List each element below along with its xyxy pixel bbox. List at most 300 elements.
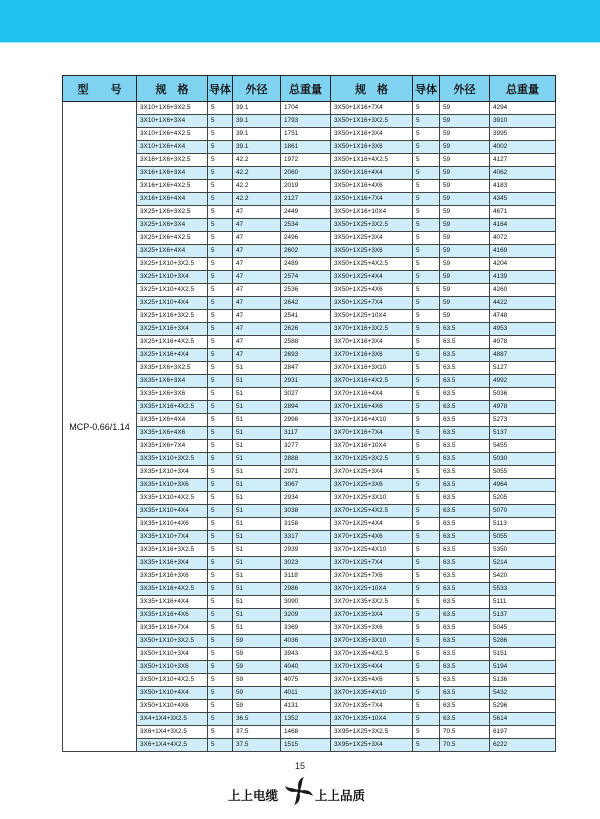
- cell-total-weight-right: 5111: [490, 596, 556, 609]
- cell-spec-left: 3X35+1X6+3X2.5: [137, 362, 208, 375]
- cell-total-weight-right: 5136: [490, 674, 556, 687]
- cell-spec-left: 3X35+1X10+4X2.5: [137, 492, 208, 505]
- cell-outer-diameter-left: 39.1: [233, 128, 281, 141]
- cell-spec-right: 3X50+1X25+3X4: [331, 232, 413, 245]
- cell-spec-right: 3X50+1X16+4X6: [331, 180, 413, 193]
- cell-conductor-left: 5: [208, 505, 233, 518]
- cell-outer-diameter-left: 51: [233, 583, 281, 596]
- cell-total-weight-left: 3317: [281, 531, 331, 544]
- cell-outer-diameter-left: 47: [233, 219, 281, 232]
- cell-spec-right: 3X70+1X35+7X4: [331, 700, 413, 713]
- cell-outer-diameter-right: 63.5: [440, 622, 490, 635]
- cell-conductor-left: 5: [208, 544, 233, 557]
- cell-spec-right: 3X70+1X25+3X10: [331, 492, 413, 505]
- cell-spec-left: 3X50+1X10+4X6: [137, 700, 208, 713]
- cell-conductor-right: 5: [413, 635, 440, 648]
- table-row: [63, 102, 556, 115]
- cell-outer-diameter-left: 51: [233, 609, 281, 622]
- cell-conductor-right: 5: [413, 102, 440, 115]
- cell-spec-left: 3X35+1X10+3X2.5: [137, 453, 208, 466]
- cell-outer-diameter-right: 59: [440, 297, 490, 310]
- table-row: [63, 635, 556, 648]
- table-row: [63, 232, 556, 245]
- cell-total-weight-right: 5055: [490, 466, 556, 479]
- cell-total-weight-left: 2496: [281, 232, 331, 245]
- cell-total-weight-right: 4887: [490, 349, 556, 362]
- table-row: [63, 323, 556, 336]
- cell-conductor-right: 5: [413, 362, 440, 375]
- cell-total-weight-left: 1751: [281, 128, 331, 141]
- cell-spec-left: 3X25+1X10+4X2.5: [137, 284, 208, 297]
- table-row: [63, 258, 556, 271]
- cell-total-weight-right: 5055: [490, 531, 556, 544]
- cell-total-weight-right: 5113: [490, 518, 556, 531]
- cell-outer-diameter-right: 59: [440, 102, 490, 115]
- cell-total-weight-left: 2894: [281, 401, 331, 414]
- cell-total-weight-left: 2127: [281, 193, 331, 206]
- cell-conductor-left: 5: [208, 648, 233, 661]
- table-row: [63, 466, 556, 479]
- cell-outer-diameter-right: 59: [440, 154, 490, 167]
- cell-outer-diameter-right: 63.5: [440, 518, 490, 531]
- cell-total-weight-right: 6222: [490, 739, 556, 752]
- cell-spec-right: 3X70+1X16+4X2.5: [331, 375, 413, 388]
- cell-spec-left: 3X35+1X6+4X6: [137, 427, 208, 440]
- cell-outer-diameter-right: 63.5: [440, 440, 490, 453]
- cell-spec-right: 3X70+1X25+4X10: [331, 544, 413, 557]
- table-row: [63, 518, 556, 531]
- table-row: [63, 661, 556, 674]
- cell-spec-left: 3X25+1X16+3X4: [137, 323, 208, 336]
- cell-total-weight-left: 3209: [281, 609, 331, 622]
- cell-conductor-right: 5: [413, 726, 440, 739]
- cell-spec-right: 3X70+1X25+7X4: [331, 557, 413, 570]
- table-row: [63, 700, 556, 713]
- cell-conductor-left: 5: [208, 401, 233, 414]
- cell-conductor-left: 5: [208, 687, 233, 700]
- table-row: [63, 349, 556, 362]
- cell-spec-left: 3X25+1X16+4X2.5: [137, 336, 208, 349]
- cell-conductor-right: 5: [413, 622, 440, 635]
- cell-spec-left: 3X10+1X6+4X2.5: [137, 128, 208, 141]
- cell-outer-diameter-right: 63.5: [440, 583, 490, 596]
- cell-conductor-left: 5: [208, 466, 233, 479]
- cell-total-weight-left: 4036: [281, 635, 331, 648]
- cell-spec-left: 3X10+1X6+4X4: [137, 141, 208, 154]
- table-row: [63, 141, 556, 154]
- cell-conductor-left: 5: [208, 609, 233, 622]
- cell-spec-left: 3X16+1X6+3X4: [137, 167, 208, 180]
- page-number: 15: [294, 761, 305, 771]
- cell-total-weight-right: 4127: [490, 154, 556, 167]
- cell-spec-left: 3X35+1X16+3X2.5: [137, 544, 208, 557]
- cell-spec-left: 3X10+1X6+3X2.5: [137, 102, 208, 115]
- cell-conductor-right: 5: [413, 453, 440, 466]
- cell-spec-right: 3X70+1X35+4X6: [331, 674, 413, 687]
- cell-total-weight-left: 2998: [281, 414, 331, 427]
- header-total-weight-left: 总重量: [281, 76, 331, 102]
- table-row: [63, 505, 556, 518]
- cell-outer-diameter-right: 63.5: [440, 674, 490, 687]
- cell-total-weight-left: 2534: [281, 219, 331, 232]
- cell-spec-left: 3X4+1X4+3X2.5: [137, 713, 208, 726]
- cell-spec-right: 3X70+1X25+4X2.5: [331, 505, 413, 518]
- cell-spec-right: 3X50+1X16+3X6: [331, 141, 413, 154]
- cell-total-weight-left: 2971: [281, 466, 331, 479]
- cell-total-weight-right: 4748: [490, 310, 556, 323]
- cell-total-weight-left: 3158: [281, 518, 331, 531]
- cell-spec-right: 3X50+1X25+10X4: [331, 310, 413, 323]
- table-header-row: [63, 76, 556, 102]
- cell-conductor-right: 5: [413, 154, 440, 167]
- cell-conductor-right: 5: [413, 570, 440, 583]
- cell-spec-left: 3X50+1X10+3X6: [137, 661, 208, 674]
- cell-conductor-right: 5: [413, 583, 440, 596]
- cell-total-weight-right: 4204: [490, 258, 556, 271]
- cell-conductor-right: 5: [413, 180, 440, 193]
- cell-total-weight-right: 6197: [490, 726, 556, 739]
- cell-conductor-right: 5: [413, 245, 440, 258]
- cell-conductor-left: 5: [208, 700, 233, 713]
- cell-total-weight-right: 4978: [490, 401, 556, 414]
- cell-total-weight-right: 5127: [490, 362, 556, 375]
- cell-total-weight-left: 1352: [281, 713, 331, 726]
- cell-conductor-left: 5: [208, 180, 233, 193]
- table-row: [63, 739, 556, 752]
- table-row: [63, 674, 556, 687]
- cell-conductor-right: 5: [413, 310, 440, 323]
- cell-conductor-left: 5: [208, 258, 233, 271]
- cell-outer-diameter-left: 42.2: [233, 167, 281, 180]
- cell-outer-diameter-left: 51: [233, 375, 281, 388]
- cell-total-weight-right: 4183: [490, 180, 556, 193]
- cell-spec-left: 3X35+1X16+7X4: [137, 622, 208, 635]
- cell-conductor-left: 5: [208, 414, 233, 427]
- cell-conductor-right: 5: [413, 167, 440, 180]
- cell-spec-left: 3X25+1X16+4X4: [137, 349, 208, 362]
- cell-spec-right: 3X70+1X16+3X2.5: [331, 323, 413, 336]
- table-row: [63, 726, 556, 739]
- cell-outer-diameter-left: 47: [233, 245, 281, 258]
- cell-outer-diameter-left: 37.5: [233, 726, 281, 739]
- cell-total-weight-right: 5420: [490, 570, 556, 583]
- cell-total-weight-right: 3995: [490, 128, 556, 141]
- table-row: [63, 375, 556, 388]
- table-row: [63, 531, 556, 544]
- cell-spec-left: 3X25+1X6+4X2.5: [137, 232, 208, 245]
- cell-total-weight-right: 5205: [490, 492, 556, 505]
- table-row: [63, 492, 556, 505]
- cell-spec-left: 3X16+1X6+3X2.5: [137, 154, 208, 167]
- cell-total-weight-left: 3038: [281, 505, 331, 518]
- cell-total-weight-left: 1704: [281, 102, 331, 115]
- top-band-rule: [0, 42, 600, 43]
- header-model: 型 号: [63, 76, 137, 102]
- cell-total-weight-right: 4294: [490, 102, 556, 115]
- cell-total-weight-left: 2888: [281, 453, 331, 466]
- cell-spec-right: 3X70+1X16+3X6: [331, 349, 413, 362]
- cell-total-weight-left: 2847: [281, 362, 331, 375]
- cell-total-weight-right: 5151: [490, 648, 556, 661]
- table-row: [63, 219, 556, 232]
- cell-spec-right: 3X50+1X25+3X6: [331, 245, 413, 258]
- cable-spec-table-wrapper: [62, 75, 555, 752]
- cell-spec-right: 3X50+1X16+4X2.5: [331, 154, 413, 167]
- table-row: [63, 622, 556, 635]
- cell-conductor-left: 5: [208, 206, 233, 219]
- cell-spec-right: 3X95+1X25+3X2.5: [331, 726, 413, 739]
- cell-outer-diameter-right: 63.5: [440, 609, 490, 622]
- header-spec-right: 规 格: [331, 76, 413, 102]
- cell-outer-diameter-left: 51: [233, 453, 281, 466]
- cell-conductor-right: 5: [413, 232, 440, 245]
- table-row: [63, 115, 556, 128]
- cell-total-weight-right: 5432: [490, 687, 556, 700]
- cell-outer-diameter-right: 63.5: [440, 713, 490, 726]
- cell-outer-diameter-left: 37.5: [233, 739, 281, 752]
- cell-outer-diameter-right: 63.5: [440, 336, 490, 349]
- cell-outer-diameter-left: 51: [233, 427, 281, 440]
- cell-spec-right: 3X70+1X35+3X2.5: [331, 596, 413, 609]
- cell-outer-diameter-right: 63.5: [440, 466, 490, 479]
- cell-conductor-right: 5: [413, 505, 440, 518]
- header-conductor-right: 导体: [413, 76, 440, 102]
- cell-conductor-right: 5: [413, 375, 440, 388]
- cell-outer-diameter-left: 51: [233, 492, 281, 505]
- cell-outer-diameter-right: 63.5: [440, 414, 490, 427]
- cell-total-weight-right: 4422: [490, 297, 556, 310]
- cell-total-weight-right: 4978: [490, 336, 556, 349]
- table-row: [63, 583, 556, 596]
- cell-spec-left: 3X35+1X10+3X4: [137, 466, 208, 479]
- table-row: [63, 401, 556, 414]
- cell-outer-diameter-left: 51: [233, 544, 281, 557]
- cell-outer-diameter-left: 51: [233, 596, 281, 609]
- cell-spec-left: 3X35+1X16+4X2.5: [137, 583, 208, 596]
- cell-conductor-right: 5: [413, 349, 440, 362]
- cell-spec-left: 3X35+1X6+3X6: [137, 388, 208, 401]
- cell-total-weight-left: 2449: [281, 206, 331, 219]
- cell-outer-diameter-left: 51: [233, 401, 281, 414]
- cell-outer-diameter-right: 59: [440, 232, 490, 245]
- cell-spec-right: 3X70+1X35+4X2.5: [331, 648, 413, 661]
- cell-conductor-right: 5: [413, 297, 440, 310]
- table-body: [63, 102, 556, 752]
- header-conductor-left: 导体: [208, 76, 233, 102]
- cell-outer-diameter-right: 63.5: [440, 492, 490, 505]
- cell-spec-right: 3X70+1X25+3X6: [331, 479, 413, 492]
- cell-spec-right: 3X70+1X16+3X4: [331, 336, 413, 349]
- cell-spec-right: 3X70+1X16+3X10: [331, 362, 413, 375]
- cell-total-weight-right: 5194: [490, 661, 556, 674]
- cell-spec-left: 3X25+1X16+3X2.5: [137, 310, 208, 323]
- cell-conductor-left: 5: [208, 479, 233, 492]
- cell-outer-diameter-left: 51: [233, 518, 281, 531]
- cell-spec-right: 3X70+1X35+10X4: [331, 713, 413, 726]
- table-row: [63, 570, 556, 583]
- header-spec-left: 规 格: [137, 76, 208, 102]
- cell-outer-diameter-right: 63.5: [440, 544, 490, 557]
- cell-conductor-left: 5: [208, 271, 233, 284]
- cell-conductor-right: 5: [413, 336, 440, 349]
- cell-total-weight-right: 4002: [490, 141, 556, 154]
- cell-spec-left: 3X6+1X4+4X2.5: [137, 739, 208, 752]
- cell-total-weight-left: 2986: [281, 583, 331, 596]
- table-row: [63, 414, 556, 427]
- cell-outer-diameter-right: 63.5: [440, 349, 490, 362]
- cell-spec-right: 3X50+1X16+4X4: [331, 167, 413, 180]
- cell-spec-right: 3X70+1X25+7X6: [331, 570, 413, 583]
- table-row: [63, 713, 556, 726]
- cell-outer-diameter-left: 39.1: [233, 141, 281, 154]
- cell-total-weight-left: 1515: [281, 739, 331, 752]
- cell-conductor-right: 5: [413, 414, 440, 427]
- cell-outer-diameter-right: 59: [440, 284, 490, 297]
- cell-total-weight-right: 5214: [490, 557, 556, 570]
- table-row: [63, 310, 556, 323]
- cell-spec-left: 3X50+1X10+4X2.5: [137, 674, 208, 687]
- cell-conductor-left: 5: [208, 167, 233, 180]
- cell-conductor-left: 5: [208, 323, 233, 336]
- cell-conductor-left: 5: [208, 219, 233, 232]
- cell-conductor-right: 5: [413, 557, 440, 570]
- cell-spec-left: 3X25+1X10+3X2.5: [137, 258, 208, 271]
- cell-outer-diameter-left: 51: [233, 531, 281, 544]
- cell-total-weight-right: 3910: [490, 115, 556, 128]
- cell-spec-left: 3X25+1X6+4X4: [137, 245, 208, 258]
- table-row: [63, 687, 556, 700]
- cell-conductor-right: 5: [413, 193, 440, 206]
- cell-conductor-right: 5: [413, 687, 440, 700]
- cell-total-weight-left: 4075: [281, 674, 331, 687]
- cell-outer-diameter-right: 59: [440, 167, 490, 180]
- cell-total-weight-right: 5137: [490, 609, 556, 622]
- cell-outer-diameter-right: 63.5: [440, 570, 490, 583]
- cell-conductor-right: 5: [413, 284, 440, 297]
- cell-total-weight-left: 1861: [281, 141, 331, 154]
- cell-outer-diameter-right: 63.5: [440, 453, 490, 466]
- cell-total-weight-right: 5030: [490, 453, 556, 466]
- cell-total-weight-left: 2602: [281, 245, 331, 258]
- page-footer: [0, 755, 600, 819]
- cell-spec-right: 3X95+1X25+3X4: [331, 739, 413, 752]
- cell-conductor-left: 5: [208, 661, 233, 674]
- cell-total-weight-right: 4964: [490, 479, 556, 492]
- cell-outer-diameter-left: 59: [233, 661, 281, 674]
- cell-total-weight-left: 3027: [281, 388, 331, 401]
- cell-outer-diameter-left: 39.1: [233, 102, 281, 115]
- cell-spec-right: 3X70+1X16+4X4: [331, 388, 413, 401]
- cell-total-weight-left: 3090: [281, 596, 331, 609]
- pinwheel-logo-icon: [283, 775, 315, 807]
- cell-conductor-right: 5: [413, 713, 440, 726]
- cell-conductor-right: 5: [413, 206, 440, 219]
- model-cell: MCP-0.66/1.14: [63, 102, 137, 752]
- cell-conductor-right: 5: [413, 479, 440, 492]
- cell-outer-diameter-left: 47: [233, 206, 281, 219]
- table-row: [63, 544, 556, 557]
- cell-total-weight-right: 4072: [490, 232, 556, 245]
- cell-conductor-left: 5: [208, 141, 233, 154]
- cell-spec-left: 3X25+1X6+3X4: [137, 219, 208, 232]
- cell-conductor-left: 5: [208, 596, 233, 609]
- cell-conductor-left: 5: [208, 531, 233, 544]
- cell-conductor-right: 5: [413, 401, 440, 414]
- cell-total-weight-left: 2931: [281, 375, 331, 388]
- header-total-weight-right: 总重量: [490, 76, 556, 102]
- cell-conductor-left: 5: [208, 492, 233, 505]
- top-color-band: [0, 0, 600, 42]
- cell-spec-right: 3X70+1X16+4X10: [331, 414, 413, 427]
- cell-total-weight-right: 5137: [490, 427, 556, 440]
- cell-conductor-right: 5: [413, 258, 440, 271]
- cell-conductor-right: 5: [413, 492, 440, 505]
- cell-conductor-left: 5: [208, 102, 233, 115]
- cell-total-weight-left: 4040: [281, 661, 331, 674]
- cell-spec-right: 3X70+1X25+3X4: [331, 466, 413, 479]
- cell-spec-right: 3X70+1X16+4X6: [331, 401, 413, 414]
- cell-total-weight-left: 3023: [281, 557, 331, 570]
- cell-conductor-left: 5: [208, 336, 233, 349]
- cell-conductor-left: 5: [208, 570, 233, 583]
- cell-conductor-left: 5: [208, 453, 233, 466]
- cell-total-weight-left: 3277: [281, 440, 331, 453]
- cell-conductor-right: 5: [413, 466, 440, 479]
- cell-spec-left: 3X16+1X6+4X2.5: [137, 180, 208, 193]
- cell-conductor-left: 5: [208, 232, 233, 245]
- cell-total-weight-right: 4260: [490, 284, 556, 297]
- table-row: [63, 271, 556, 284]
- cell-total-weight-right: 4164: [490, 219, 556, 232]
- cell-spec-left: 3X35+1X6+4X4: [137, 414, 208, 427]
- cell-conductor-left: 5: [208, 622, 233, 635]
- cell-outer-diameter-right: 59: [440, 193, 490, 206]
- cell-spec-left: 3X35+1X10+4X6: [137, 518, 208, 531]
- cell-conductor-right: 5: [413, 596, 440, 609]
- cell-total-weight-left: 2626: [281, 323, 331, 336]
- cell-total-weight-right: 4992: [490, 375, 556, 388]
- cell-conductor-right: 5: [413, 661, 440, 674]
- cell-outer-diameter-left: 51: [233, 479, 281, 492]
- cell-conductor-right: 5: [413, 323, 440, 336]
- cell-spec-left: 3X50+1X10+3X4: [137, 648, 208, 661]
- cell-outer-diameter-left: 47: [233, 323, 281, 336]
- cell-total-weight-right: 4139: [490, 271, 556, 284]
- cell-conductor-left: 5: [208, 310, 233, 323]
- table-row: [63, 609, 556, 622]
- table-row: [63, 297, 556, 310]
- cell-spec-right: 3X70+1X16+10X4: [331, 440, 413, 453]
- cell-outer-diameter-right: 63.5: [440, 557, 490, 570]
- cell-spec-right: 3X70+1X25+10X4: [331, 583, 413, 596]
- cell-conductor-right: 5: [413, 531, 440, 544]
- table-row: [63, 154, 556, 167]
- brand-slogan-right: 上上品质: [315, 788, 366, 803]
- cell-outer-diameter-left: 59: [233, 700, 281, 713]
- cell-conductor-right: 5: [413, 271, 440, 284]
- table-row: [63, 440, 556, 453]
- cell-spec-right: 3X50+1X25+4X6: [331, 284, 413, 297]
- cell-conductor-left: 5: [208, 726, 233, 739]
- cell-conductor-right: 5: [413, 609, 440, 622]
- cell-spec-right: 3X50+1X16+10X4: [331, 206, 413, 219]
- cell-spec-right: 3X70+1X35+3X10: [331, 635, 413, 648]
- cell-spec-right: 3X50+1X16+7X4: [331, 102, 413, 115]
- cell-conductor-left: 5: [208, 739, 233, 752]
- cell-spec-left: 3X35+1X10+3X6: [137, 479, 208, 492]
- cell-total-weight-left: 1972: [281, 154, 331, 167]
- cell-outer-diameter-right: 63.5: [440, 401, 490, 414]
